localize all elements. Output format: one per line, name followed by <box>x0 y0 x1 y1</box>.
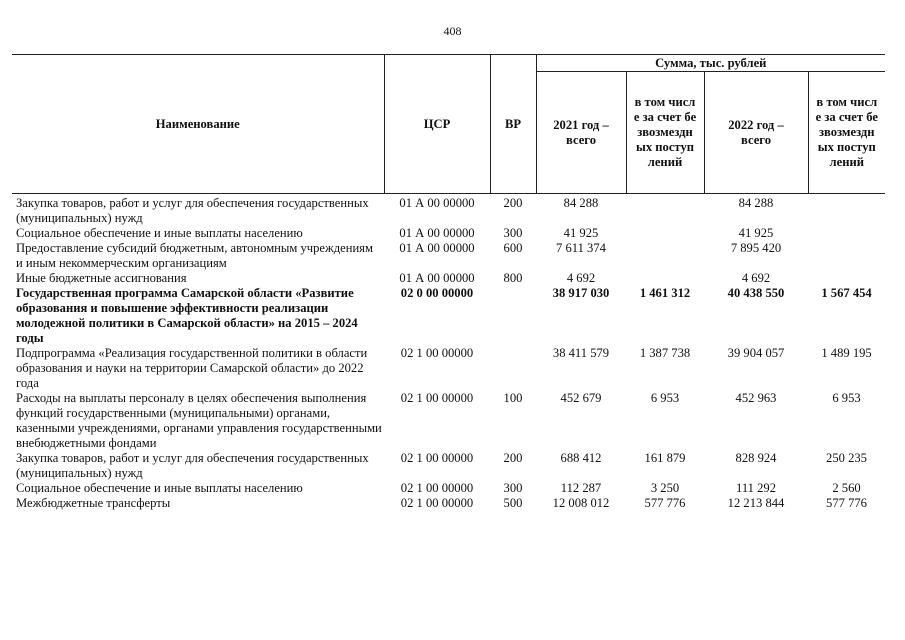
cell-2021-total: 38 411 579 <box>552 346 610 360</box>
table-row <box>12 226 885 241</box>
cell-2022-free: 2 560 <box>832 481 861 495</box>
cell-2022-total: 84 288 <box>738 196 774 210</box>
cell-name: Расходы на выплаты персоналу в целях обеспечения выполнения функций государственными (муниципальными) органами, казенными учреждениями, органами управления государственными внебюджетными фондами <box>16 391 382 450</box>
cell-name: Государственная программа Самарской области «Развитие образования и повышение эффективности реализации молодежной политики в Самарской области» на 2015 – 2024 годы <box>16 286 358 345</box>
cell-vr: 800 <box>503 271 523 285</box>
cell-2021-free: 3 250 <box>650 481 680 495</box>
cell-2022-free: 577 776 <box>826 496 867 510</box>
page-number: 408 <box>443 24 462 38</box>
header-2021-total: 2021 год – всего <box>536 72 626 194</box>
cell-csr: 01 А 00 00000 <box>399 271 475 285</box>
cell-2022-total: 39 904 057 <box>727 346 785 360</box>
table-row <box>12 194 885 227</box>
cell-vr: 100 <box>503 391 523 405</box>
cell-name: Социальное обеспечение и иные выплаты населению <box>16 481 303 495</box>
cell-2021-free: 577 776 <box>644 496 686 510</box>
table-header <box>12 55 885 194</box>
cell-2021-total: 84 288 <box>563 196 599 210</box>
cell-2021-total: 41 925 <box>563 226 599 240</box>
header-csr: ЦСР <box>384 55 490 194</box>
table-body <box>12 194 885 512</box>
cell-2022-total: 828 924 <box>735 451 777 465</box>
cell-name: Подпрограмма «Реализация государственной политики в области образования и науки на территории Самарской области» до 2022 года <box>16 346 368 390</box>
table-row <box>12 346 885 391</box>
cell-name: Закупка товаров, работ и услуг для обеспечения государственных (муниципальных) нужд <box>16 196 369 225</box>
table-row <box>12 451 885 481</box>
table-row <box>12 271 885 286</box>
header-2022-total: 2022 год – всего <box>704 72 808 194</box>
cell-vr: 600 <box>503 241 523 255</box>
cell-2022-free: 6 953 <box>832 391 861 405</box>
header-vr: ВР <box>490 55 536 194</box>
cell-2021-free: 1 387 738 <box>639 346 691 360</box>
cell-2021-free <box>626 226 704 241</box>
cell-2022-free: 250 235 <box>826 451 867 465</box>
cell-2021-free: 6 953 <box>650 391 680 405</box>
cell-2021-total: 4 692 <box>566 271 596 285</box>
cell-2022-free <box>808 241 885 271</box>
cell-2021-free <box>626 194 704 227</box>
cell-vr: 300 <box>503 481 523 495</box>
cell-2021-total: 452 679 <box>560 391 602 405</box>
cell-csr: 02 1 00 00000 <box>400 391 474 405</box>
cell-name: Иные бюджетные ассигнования <box>16 271 187 285</box>
cell-2021-free: 161 879 <box>644 451 686 465</box>
cell-2021-free: 1 461 312 <box>639 286 691 300</box>
cell-csr: 01 А 00 00000 <box>399 196 475 210</box>
cell-2022-free <box>808 226 885 241</box>
cell-csr: 02 1 00 00000 <box>400 451 474 465</box>
cell-2021-total: 688 412 <box>560 451 602 465</box>
cell-2022-total: 12 213 844 <box>727 496 785 510</box>
cell-2022-total: 40 438 550 <box>727 286 785 300</box>
header-2022-free: в том числе за счет безвозмездных поступлений <box>808 72 885 194</box>
cell-csr: 02 1 00 00000 <box>400 496 474 510</box>
cell-2021-total: 12 008 012 <box>552 496 610 510</box>
header-2021-free: в том числе за счет безвозмездных поступлений <box>626 72 704 194</box>
cell-vr: 500 <box>503 496 523 510</box>
cell-2022-total: 41 925 <box>738 226 774 240</box>
cell-2022-free: 1 489 195 <box>821 346 872 360</box>
cell-2022-total: 111 292 <box>736 481 776 495</box>
cell-vr <box>490 286 536 346</box>
cell-2022-total: 4 692 <box>741 271 771 285</box>
cell-csr: 02 1 00 00000 <box>400 346 474 360</box>
cell-2021-free <box>626 271 704 286</box>
cell-2022-free: 1 567 454 <box>821 286 872 300</box>
cell-name: Закупка товаров, работ и услуг для обеспечения государственных (муниципальных) нужд <box>16 451 369 480</box>
cell-2022-total: 7 895 420 <box>730 241 782 255</box>
table-row <box>12 241 885 271</box>
cell-vr: 300 <box>503 226 523 240</box>
cell-csr: 01 А 00 00000 <box>399 241 475 255</box>
cell-csr: 01 А 00 00000 <box>399 226 475 240</box>
table-row <box>12 481 885 496</box>
cell-2021-free <box>626 241 704 271</box>
cell-vr: 200 <box>503 196 523 210</box>
cell-2022-total: 452 963 <box>735 391 777 405</box>
table-row <box>12 286 885 346</box>
cell-csr: 02 0 00 00000 <box>400 286 474 300</box>
budget-table <box>12 54 885 511</box>
cell-2022-free <box>808 194 885 227</box>
cell-name: Социальное обеспечение и иные выплаты населению <box>16 226 303 240</box>
cell-name: Межбюджетные трансферты <box>16 496 171 510</box>
cell-2022-free <box>808 271 885 286</box>
cell-csr: 02 1 00 00000 <box>400 481 474 495</box>
cell-2021-total: 38 917 030 <box>552 286 610 300</box>
cell-2021-total: 112 287 <box>560 481 602 495</box>
cell-vr <box>490 346 536 391</box>
header-name: Наименование <box>12 55 384 194</box>
header-sum-group: Сумма, тыс. рублей <box>536 55 885 72</box>
cell-vr: 200 <box>503 451 523 465</box>
cell-name: Предоставление субсидий бюджетным, автономным учреждениям и иным некоммерческим организациям <box>16 241 373 270</box>
table-row <box>12 496 885 511</box>
cell-2021-total: 7 611 374 <box>556 241 606 255</box>
table-row <box>12 391 885 451</box>
